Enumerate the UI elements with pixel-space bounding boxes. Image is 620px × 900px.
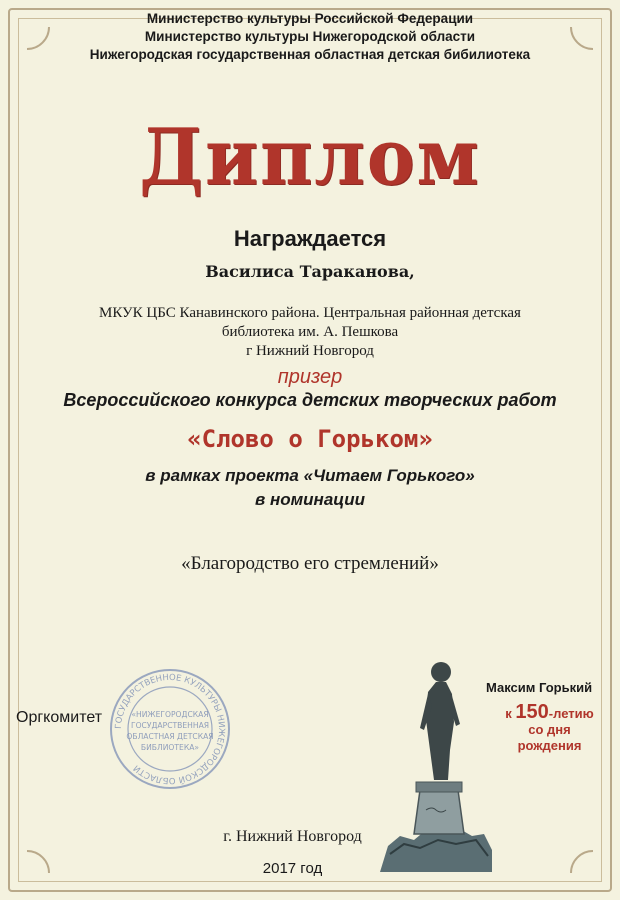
anniversary-prefix: к — [505, 706, 512, 721]
orgcommittee-label: Оргкомитет — [16, 709, 103, 726]
seal-ring-text: ГОСУДАРСТВЕННОЕ КУЛЬТУРЫ НИЖЕГОРОДСКОЙ ОБЛАСТИ — [113, 672, 227, 786]
issuer-line-1: Министерство культуры Российской Федерации — [146, 11, 474, 26]
issuer-line-3: Нижегородская государственная областная детская бибилиотека — [89, 47, 531, 62]
anniversary-line-3: рождения — [517, 738, 582, 753]
nomination-label: в номинации — [254, 490, 366, 509]
seal-center-line-1: «НИЖЕГОРОДСКАЯ — [131, 710, 209, 719]
city-label: г. Нижний Новгород — [223, 828, 362, 845]
anniversary-number: 150 — [515, 701, 549, 723]
project-line — [0, 466, 620, 486]
seal-center-line-2: ГОСУДАРСТВЕННАЯ — [130, 721, 210, 730]
library-seal-stamp — [108, 667, 232, 791]
organization-line-1: МКУК ЦБС Канавинского района. Центральная районная детская — [99, 305, 521, 321]
anniversary-line-2: со дня — [528, 722, 571, 737]
anniversary-suffix: -летию — [548, 706, 594, 721]
contest-name: «Слово о Горьком» — [187, 425, 433, 453]
gorky-name: Максим Горький — [486, 680, 593, 695]
awarded-label: Награждается — [233, 226, 387, 251]
recipient-name: Василиса Тараканова, — [205, 262, 415, 281]
anniversary-badge — [487, 701, 612, 754]
organization-line-3: г Нижний Новгород — [246, 343, 374, 359]
issuer-header — [0, 10, 620, 64]
contest-description: Всероссийского конкурса детских творческих работ — [63, 390, 557, 410]
seal-center-line-4: БИБЛИОТЕКА» — [140, 743, 200, 752]
year-label: 2017 год — [262, 860, 323, 877]
issuer-line-2: Министерство культуры Нижегородской области — [144, 29, 476, 44]
organization-line-2: библиотека им. А. Пешкова — [221, 324, 399, 340]
recipient-organization — [0, 304, 620, 361]
nomination-title: «Благородство его стремлений» — [181, 553, 439, 574]
prize-label: призер — [277, 366, 343, 388]
diploma-title: Диплом — [139, 112, 481, 203]
project-prefix: в рамках проекта — [145, 466, 299, 485]
project-name: «Читаем Горького» — [303, 466, 475, 485]
seal-center-line-3: ОБЛАСТНАЯ ДЕТСКАЯ — [126, 732, 214, 741]
